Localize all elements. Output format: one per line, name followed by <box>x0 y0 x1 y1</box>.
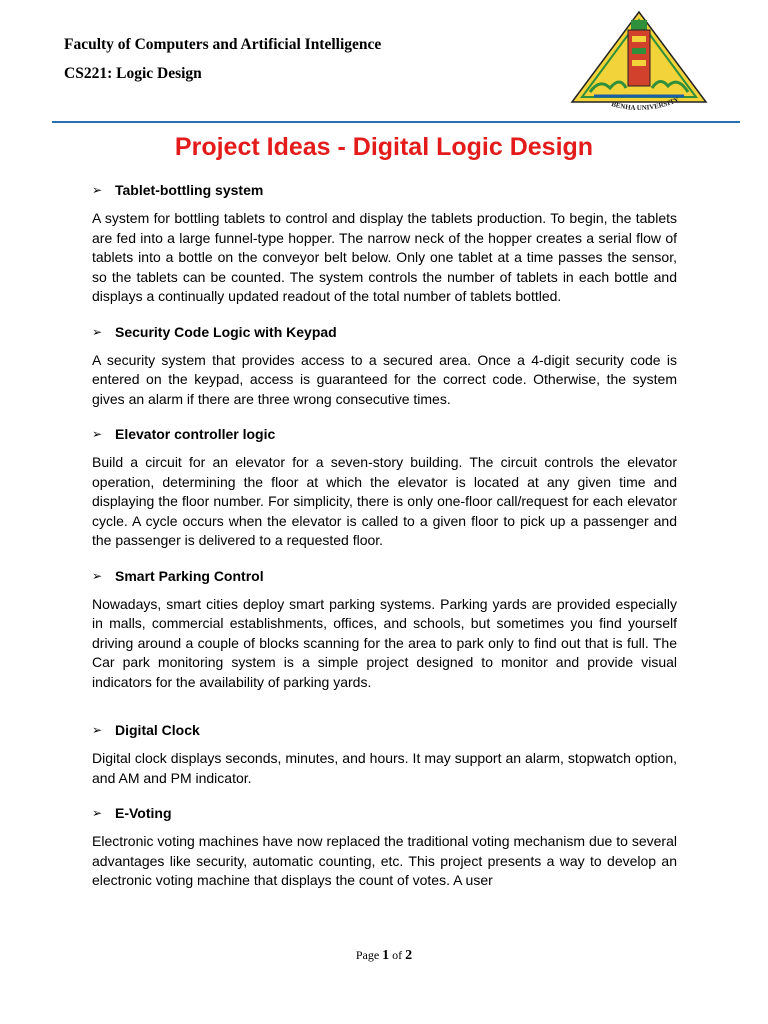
arrow-bullet-icon: ➢ <box>92 427 103 441</box>
project-section <box>92 322 677 410</box>
project-section <box>92 424 677 551</box>
page-footer: Page 1 of 2 <box>355 948 413 963</box>
faculty-name: Faculty of Computers and Artificial Intelligence <box>64 36 382 53</box>
section-heading <box>92 803 677 823</box>
section-body: A system for bottling tablets to control and display the tablets production. To begin, the tablets are fed into a large funnel-type hopper. The narrow neck of the hopper creates a serial flow of tablets into a bottle on the conveyor belt below. Only one tablet at a time passes the sensor, so the tablets can be counted. The system controls the number of tablets in each bottle and displays a continually updated readout of the total number of tablets bottled. <box>92 210 677 304</box>
svg-text:BENHA UNIVERSITY: BENHA UNIVERSITY <box>610 95 681 112</box>
section-heading <box>92 424 677 444</box>
arrow-bullet-icon: ➢ <box>92 723 103 737</box>
university-logo <box>566 8 712 112</box>
section-heading <box>92 180 677 200</box>
section-heading <box>92 322 677 342</box>
section-heading-text: Security Code Logic with Keypad <box>115 323 337 340</box>
project-section <box>92 566 677 693</box>
arrow-bullet-icon: ➢ <box>92 806 103 820</box>
section-body: Nowadays, smart cities deploy smart parking systems. Parking yards are provided especially in malls, commercial establishments, offices, and schools, but sometimes you find yourself driving around a couple of blocks scanning for the area to park only to find out that is full. The Car park monitoring system is a simple project designed to monitor and provide visual indicators for the availability of parking yards. <box>92 595 677 690</box>
header <box>64 30 381 88</box>
section-body: A security system that provides access to a secured area. Once a 4-digit security code is entered on the keypad, access is guaranteed for the correct code. Otherwise, the system gives an alarm if there are three wrong consecutive times. <box>92 351 677 407</box>
section-heading-text: Digital Clock <box>115 722 200 738</box>
arrow-bullet-icon: ➢ <box>92 324 103 339</box>
project-section <box>92 803 677 891</box>
section-heading <box>92 720 677 740</box>
section-heading-text: Tablet-bottling system <box>115 182 264 198</box>
arrow-bullet-icon: ➢ <box>92 183 103 197</box>
section-heading-text: Elevator controller logic <box>115 426 276 442</box>
arrow-bullet-icon: ➢ <box>92 568 103 583</box>
section-heading-text: E-Voting <box>115 805 172 821</box>
course-name: CS221: Logic Design <box>64 65 202 82</box>
section-heading <box>92 566 677 586</box>
section-body: Build a circuit for an elevator for a seven-story building. The circuit controls the elevator operation, determining the floor at which the elevator is located at any given time and displaying the floor number. For simplicity, there is only one-floor call/request for each elevator cycle. A cycle occurs when the elevator is called to a given floor to pick up a passenger and the passenger is delivered to a requested floor. <box>92 454 677 548</box>
project-list <box>92 180 677 906</box>
page-title: Project Ideas - Digital Logic Design <box>174 133 594 161</box>
header-divider <box>52 121 740 123</box>
section-body: Digital clock displays seconds, minutes, and hours. It may support an alarm, stopwatch option, and AM and PM indicator. <box>92 750 677 786</box>
project-section <box>92 180 677 307</box>
section-body: Electronic voting machines have now replaced the traditional voting mechanism due to several advantages like security, automatic counting, etc. This project presents a way to develop an electronic voting machine that displays the count of votes. A user <box>92 833 677 888</box>
section-heading-text: Smart Parking Control <box>115 567 264 584</box>
project-section <box>92 720 677 788</box>
